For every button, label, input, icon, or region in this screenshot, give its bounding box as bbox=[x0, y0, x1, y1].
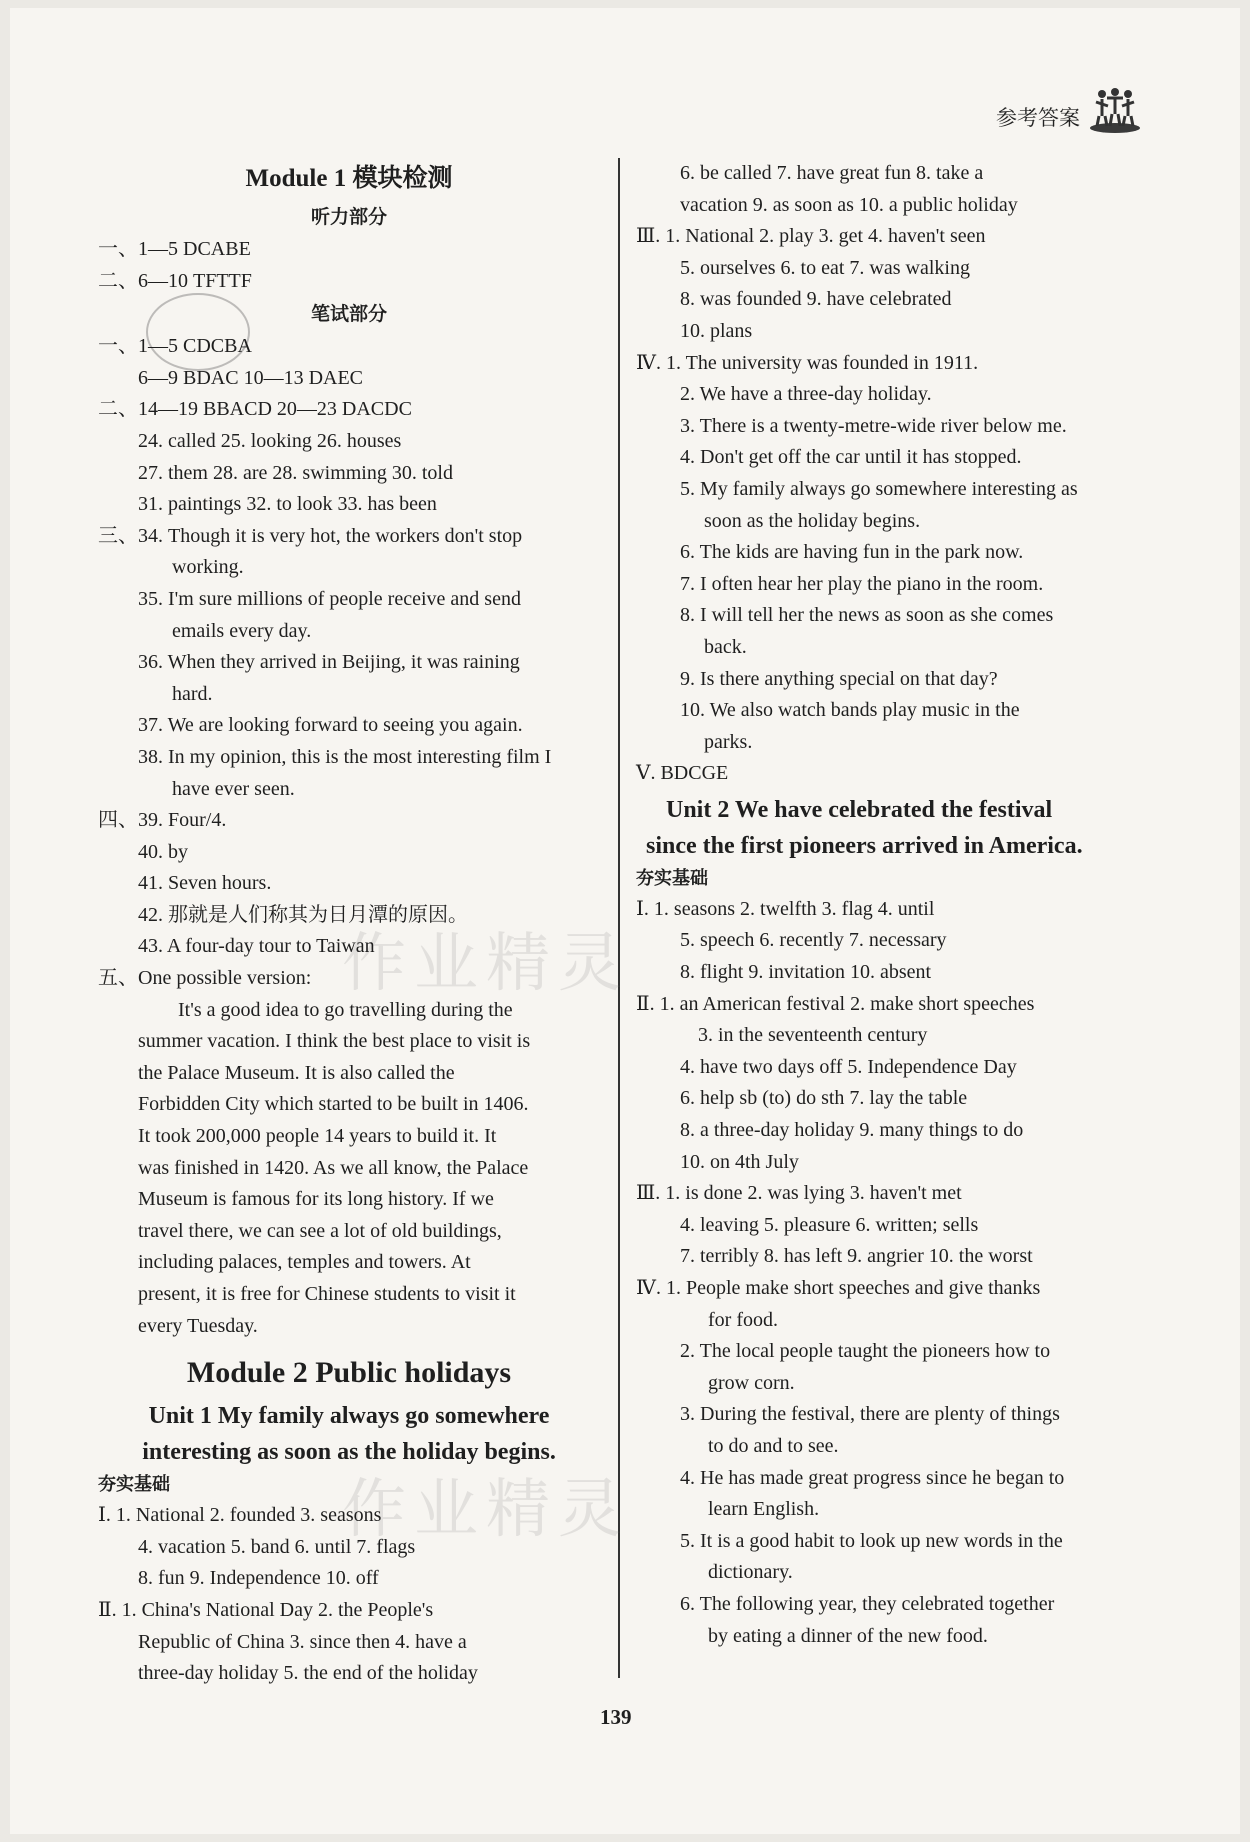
page-number: 139 bbox=[600, 1705, 632, 1729]
answer-line: 10. plans bbox=[680, 319, 753, 342]
answer-line: vacation 9. as soon as 10. a public holiday bbox=[680, 193, 1018, 216]
answer-line: 四、39. Four/4. bbox=[98, 809, 227, 832]
answer-line: 8. a three-day holiday 9. many things to do bbox=[680, 1119, 1024, 1142]
basics-heading: 夯实基础 bbox=[636, 867, 708, 889]
answer-line: 3. in the seventeenth century bbox=[698, 1024, 928, 1047]
answer-line: 40. by bbox=[138, 840, 188, 863]
answer-line: for food. bbox=[708, 1308, 778, 1331]
answer-line: 6. be called 7. have great fun 8. take a bbox=[680, 162, 984, 184]
answer-line: 41. Seven hours. bbox=[138, 872, 272, 895]
unit2-title: Unit 2 We have celebrated the festival bbox=[666, 796, 1053, 823]
answer-line: three-day holiday 5. the end of the holiday bbox=[138, 1662, 478, 1685]
answer-line: 42. 那就是人们称其为日月潭的原因。 bbox=[138, 903, 468, 926]
answer-line: soon as the holiday begins. bbox=[704, 509, 921, 532]
right-column bbox=[636, 158, 1138, 1652]
answer-line: 2. The local people taught the pioneers how to bbox=[680, 1340, 1051, 1363]
answer-line: Ⅱ. 1. China's National Day 2. the People's bbox=[98, 1598, 434, 1621]
figures-logo-icon bbox=[1088, 86, 1142, 134]
answer-line: 5. It is a good habit to look up new words in the bbox=[680, 1529, 1063, 1552]
essay-line: present, it is free for Chinese students to visit it bbox=[138, 1283, 516, 1305]
answer-line: 4. vacation 5. band 6. until 7. flags bbox=[138, 1535, 416, 1558]
answer-line: 二、14—19 BBACD 20—23 DACDC bbox=[98, 398, 412, 421]
answer-line: dictionary. bbox=[708, 1561, 793, 1584]
answer-line: Ⅲ. 1. is done 2. was lying 3. haven't met bbox=[636, 1182, 962, 1205]
answer-line: 31. paintings 32. to look 33. has been bbox=[138, 493, 437, 516]
answer-line: 4. leaving 5. pleasure 6. written; sells bbox=[680, 1213, 979, 1236]
answer-line: 8. fun 9. Independence 10. off bbox=[138, 1567, 379, 1590]
unit1-title-cont: interesting as soon as the holiday begins. bbox=[142, 1439, 556, 1466]
answer-line: Republic of China 3. since then 4. have a bbox=[138, 1630, 467, 1653]
answer-line: 一、1—5 CDCBA bbox=[98, 335, 252, 358]
answer-line: 三、34. Though it is very hot, the workers don't stop bbox=[98, 524, 523, 547]
answer-line: 7. terribly 8. has left 9. angrier 10. the worst bbox=[680, 1245, 1033, 1268]
answer-line: 4. He has made great progress since he began to bbox=[680, 1466, 1065, 1489]
answer-line: 27. them 28. are 28. swimming 30. told bbox=[138, 461, 453, 484]
answer-line: 6. help sb (to) do sth 7. lay the table bbox=[680, 1087, 968, 1110]
answer-line: Ⅳ. 1. The university was founded in 1911. bbox=[636, 351, 979, 374]
written-title: 笔试部分 bbox=[310, 303, 387, 326]
module1-title: Module 1 模块检测 bbox=[245, 165, 453, 192]
answer-line: 4. have two days off 5. Independence Day bbox=[680, 1055, 1017, 1078]
answer-line: Ⅴ. BDCGE bbox=[636, 762, 729, 785]
answer-line: hard. bbox=[172, 682, 213, 705]
answer-line: 二、6—10 TFTTF bbox=[98, 269, 252, 292]
answer-line: 2. We have a three-day holiday. bbox=[680, 383, 932, 406]
unit1-title: Unit 1 My family always go somewhere bbox=[148, 1403, 550, 1430]
watermark: 作业精灵 bbox=[342, 1473, 630, 1547]
unit2-title-cont: since the first pioneers arrived in America. bbox=[646, 832, 1083, 859]
answer-line: Ⅱ. 1. an American festival 2. make short speeches bbox=[636, 992, 1035, 1015]
essay-line: was finished in 1420. As we all know, the Palace bbox=[138, 1156, 529, 1179]
answer-line: 五、One possible version: bbox=[98, 967, 312, 990]
answer-line: Ⅲ. 1. National 2. play 3. get 4. haven't seen bbox=[636, 225, 986, 248]
answer-line: 4. Don't get off the car until it has stopped. bbox=[680, 446, 1022, 469]
answer-line: 35. I'm sure millions of people receive and send bbox=[138, 587, 521, 610]
answer-line: 8. I will tell her the news as soon as she comes bbox=[680, 604, 1054, 627]
essay-line: every Tuesday. bbox=[138, 1314, 258, 1337]
header-label: 参考答案 bbox=[996, 106, 1080, 130]
watermark: 作业精灵 bbox=[342, 927, 630, 1001]
essay-line: the Palace Museum. It is also called the bbox=[138, 1061, 455, 1084]
essay-line: Forbidden City which started to be built in 1406. bbox=[138, 1093, 529, 1116]
answer-line: 24. called 25. looking 26. houses bbox=[138, 429, 402, 452]
answer-line: to do and to see. bbox=[708, 1434, 839, 1457]
answer-line: 9. Is there anything special on that day? bbox=[680, 667, 998, 690]
essay-line: It took 200,000 people 14 years to build it. It bbox=[138, 1125, 497, 1148]
answer-line: by eating a dinner of the new food. bbox=[708, 1624, 988, 1647]
answer-line: 7. I often hear her play the piano in the room. bbox=[680, 572, 1044, 595]
answer-line: have ever seen. bbox=[172, 777, 295, 800]
answer-line: working. bbox=[172, 556, 244, 579]
answer-line: 3. There is a twenty-metre-wide river below me. bbox=[680, 414, 1067, 437]
answer-line: Ⅳ. 1. People make short speeches and give thanks bbox=[636, 1277, 1041, 1299]
answer-line: 5. My family always go somewhere interesting as bbox=[680, 477, 1078, 500]
answer-line: 8. flight 9. invitation 10. absent bbox=[680, 961, 932, 984]
answer-line: 10. We also watch bands play music in the bbox=[680, 699, 1020, 722]
essay-line: including palaces, temples and towers. At bbox=[138, 1251, 471, 1274]
answer-line: emails every day. bbox=[172, 619, 312, 642]
module2-title: Module 2 Public holidays bbox=[186, 1356, 512, 1390]
answer-line: 38. In my opinion, this is the most interesting film I bbox=[138, 745, 552, 768]
answer-line: 10. on 4th July bbox=[680, 1150, 799, 1173]
essay-line: It's a good idea to go travelling during the bbox=[178, 998, 513, 1021]
essay-line: summer vacation. I think the best place to visit is bbox=[138, 1030, 531, 1053]
answer-line: 6. The kids are having fun in the park now. bbox=[680, 541, 1024, 564]
essay-line: Museum is famous for its long history. If we bbox=[138, 1188, 494, 1211]
answer-line: back. bbox=[704, 635, 747, 658]
answer-line: 43. A four-day tour to Taiwan bbox=[138, 935, 375, 958]
answer-line: 5. speech 6. recently 7. necessary bbox=[680, 929, 947, 952]
answer-line: parks. bbox=[704, 730, 753, 753]
answer-line: Ⅰ. 1. seasons 2. twelfth 3. flag 4. until bbox=[636, 897, 935, 920]
answer-line: 3. During the festival, there are plenty of things bbox=[680, 1403, 1060, 1426]
answer-line: grow corn. bbox=[708, 1371, 795, 1394]
answer-line: 8. was founded 9. have celebrated bbox=[680, 288, 952, 311]
essay-line: travel there, we can see a lot of old buildings, bbox=[138, 1219, 502, 1242]
listening-title: 听力部分 bbox=[310, 206, 387, 228]
answer-line: Ⅰ. 1. National 2. founded 3. seasons bbox=[98, 1504, 382, 1527]
answer-line: 5. ourselves 6. to eat 7. was walking bbox=[680, 256, 970, 279]
answer-line: 6. The following year, they celebrated together bbox=[680, 1592, 1055, 1615]
left-column bbox=[98, 158, 600, 1690]
answer-line: 37. We are looking forward to seeing you again. bbox=[138, 714, 523, 737]
answer-line: learn English. bbox=[708, 1498, 820, 1521]
answer-line: 6—9 BDAC 10—13 DAEC bbox=[138, 366, 364, 389]
basics-heading: 夯实基础 bbox=[98, 1474, 170, 1496]
answer-line: 一、1—5 DCABE bbox=[98, 238, 251, 260]
answer-line: 36. When they arrived in Beijing, it was raining bbox=[138, 651, 520, 674]
